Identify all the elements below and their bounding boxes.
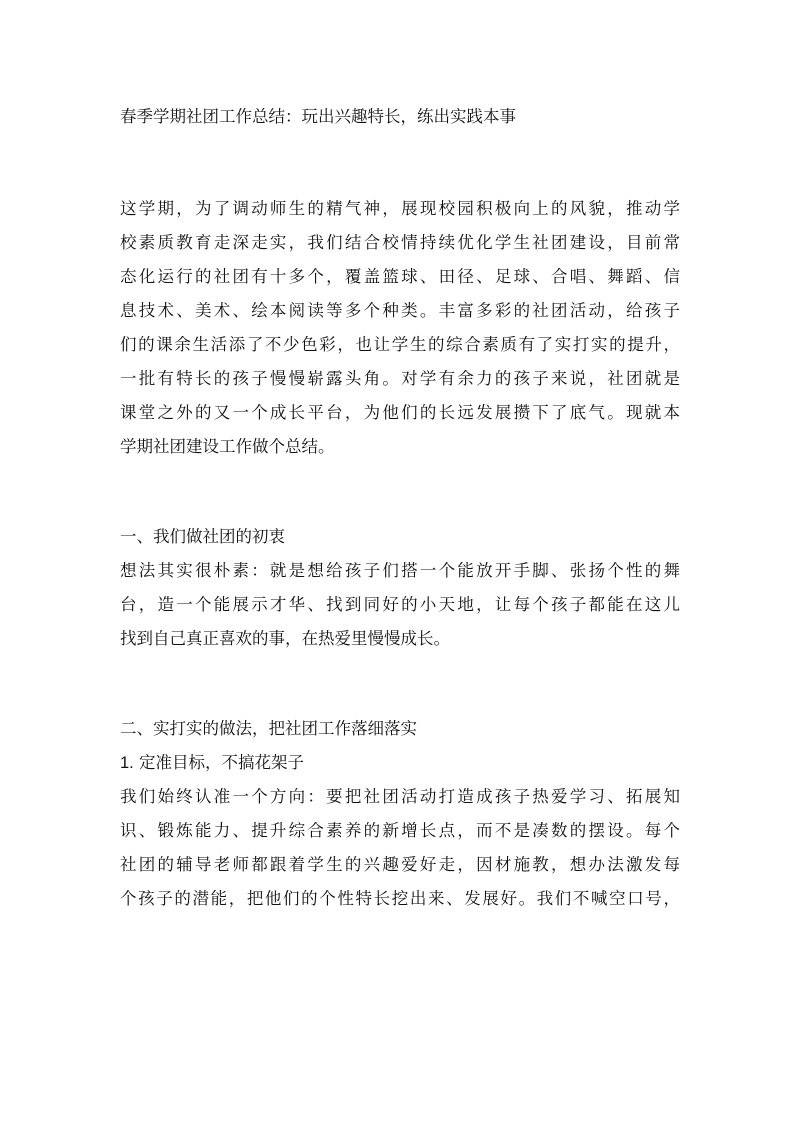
spacer: [120, 464, 680, 520]
paragraph-line: 这学期，为了调动师生的精气神，展现校园积极向上的风貌，推动学: [120, 199, 680, 218]
paragraph-line: 态化运行的社团有十多个，覆盖篮球、田径、足球、合唱、舞蹈、信: [120, 267, 680, 286]
document-body: [120, 100, 680, 916]
paragraph-line: 息技术、美术、绘本阅读等多个种类。丰富多彩的社团活动，给孩子: [120, 301, 680, 320]
subsection1-paragraph: [120, 780, 680, 916]
section1-paragraph: [120, 554, 680, 656]
paragraph-line: 台，造一个能展示才华、找到同好的小天地，让每个孩子都能在这儿: [120, 595, 680, 614]
paragraph-line: 想法其实很朴素：就是想给孩子们搭一个能放开手脚、张扬个性的舞: [120, 561, 680, 580]
subsection-heading: [120, 746, 680, 780]
spacer: [120, 134, 680, 192]
subsection-title: 定准目标，不搞花架子: [139, 753, 305, 772]
paragraph-line: 校素质教育走深走实，我们结合校情持续优化学生社团建设，目前常: [120, 233, 680, 252]
document-title: 春季学期社团工作总结：玩出兴趣特长，练出实践本事: [120, 107, 516, 126]
subsection-number: 1.: [120, 754, 134, 772]
paragraph-line: 我们始终认准一个方向：要把社团活动打造成孩子热爱学习、拓展知: [120, 787, 680, 806]
section-heading: 二、实打实的做法，把社团工作落细落实: [120, 719, 417, 738]
section-heading: 一、我们做社团的初衷: [120, 527, 285, 546]
paragraph-line: 个孩子的潜能，把他们的个性特长挖出来、发展好。我们不喊空口号，: [120, 889, 680, 908]
intro-paragraph: [120, 192, 680, 464]
paragraph-line: 学期社团建设工作做个总结。: [120, 437, 335, 456]
paragraph-line: 找到自己真正喜欢的事，在热爱里慢慢成长。: [120, 629, 450, 648]
paragraph-line: 们的课余生活添了不少色彩，也让学生的综合素质有了实打实的提升，: [120, 335, 680, 354]
paragraph-line: 社团的辅导老师都跟着学生的兴趣爱好走，因材施教，想办法激发每: [120, 855, 680, 874]
paragraph-line: 课堂之外的又一个成长平台，为他们的长远发展攒下了底气。现就本: [120, 403, 680, 422]
paragraph-line: 识、锻炼能力、提升综合素养的新增长点，而不是凑数的摆设。每个: [120, 821, 680, 840]
paragraph-line: 一批有特长的孩子慢慢崭露头角。对学有余力的孩子来说，社团就是: [120, 369, 680, 388]
spacer: [120, 656, 680, 712]
